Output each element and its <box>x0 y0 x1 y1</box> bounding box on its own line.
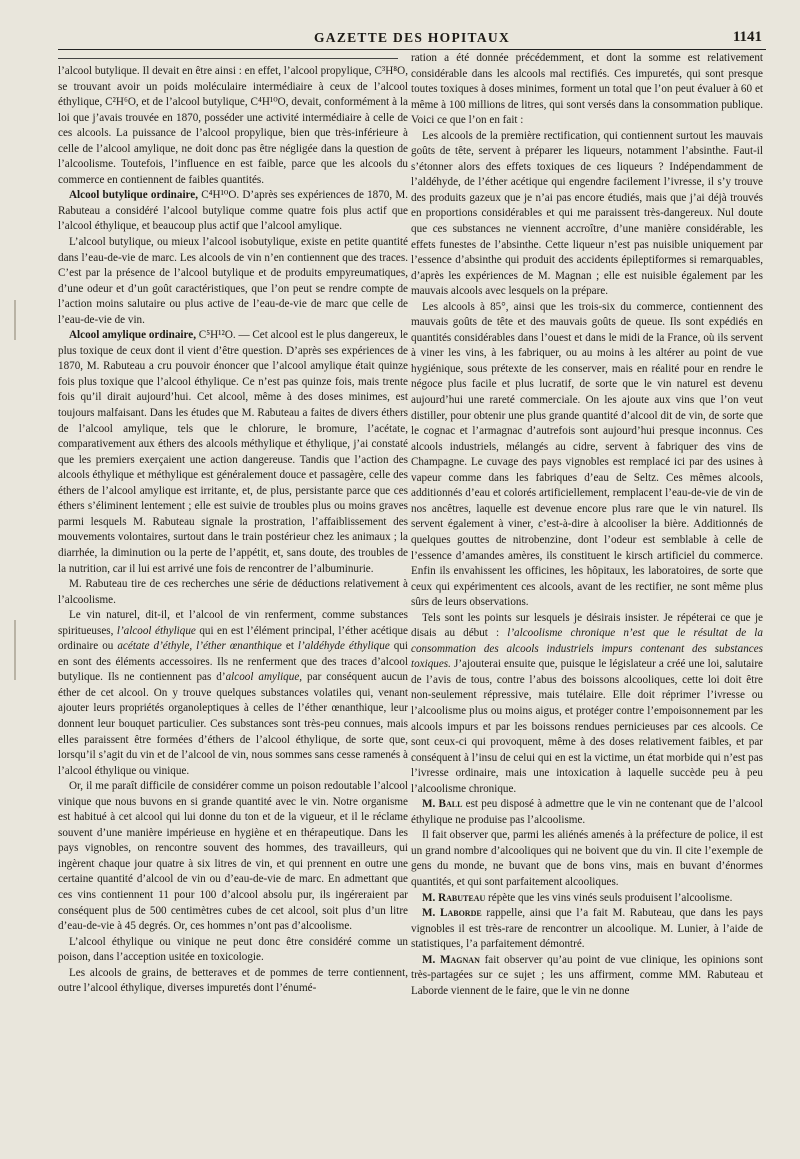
margin-mark <box>14 620 16 680</box>
paragraph: l’alcool butylique. Il devait en être ainsi : en effet, l’alcool propylique, C³H⁸O, se trouvant avoir un poids moléculaire intermédiaire à ceux de l’alcool éthylique, C²H⁶O, et de l’alcool butylique, C⁴H¹⁰O, devait, conformément à la loi que j’avais trouvée en 1870, posséder une activité intermédiaire à celle de ces alcools. La puissance de l’alcool propylique, bien que très-inférieure à celle de l’alcool amylique, ne doit donc pas être négligée dans la question de l’alcoolisme. Toutefois, l’influence en est faible, parce que les alcools du commerce en contiennent de faibles quantités. <box>58 65 408 186</box>
speaker-name: M. Laborde <box>422 907 482 920</box>
journal-title: GAZETTE DES HOPITAUX <box>313 30 511 45</box>
text-run: par conséquent aucun éther de cet alcool. On y trouve quelques substances volatiles qui, venant ajouter leurs propriétés organoleptiques à celles de l’éther œnanthique, leur donnent leur bouquet particulier. Ces substances sont très-peu connues, mais elles paraissent être formées d’éthers de l’alcool éthylique, de sorte que, lorsqu’il s’agit du vin et de l’alcool de vin, nous sommes sans cesse ramenés à l’alcool éthylique ou vinique. <box>58 671 408 777</box>
paragraph <box>58 608 408 779</box>
paragraph: Or, il me paraît difficile de considérer comme un poison redoutable l’alcool vinique que nous buvons en si grande quantité avec le vin. Notre organisme est habitué à cet alcool qui lui donne du ton et de la vigueur, et il le réclame souvent d’une manière impérieuse en hygiène et en thérapeutique. Dans les pays vignobles, on rencontre souvent des hommes, des travailleurs, qui ingèrent chaque jour quatre à six litres de vin, et qui prennent en outre une certaine quantité d’alcool de vin ou d’eau-de-vie de marc. En admettant que ces vins contiennent 11 pour 100 d’alcool absolu pur, ils ingéreraient par conséquent plus de 500 centimètres cubes de cet alcool, soit plus d’un litre d’eau-de-vie à 45 degrés. Or, ces hommes n’ont pas d’alcoolisme. <box>58 780 408 933</box>
paragraph-text: C⁵H¹²O. — Cet alcool est le plus dangereux, le plus toxique de ceux dont il vient d’être question. D’après ses expériences de 1870, M. Rabuteau a cru pouvoir énoncer que l’alcool amylique était quinze fois plus toxique que l’alcool éthylique. Ce n’est pas quinze fois, mais trente fois qu’il dirait aujourd’hui. Cet alcool, même à des doses minimes, est toujours malfaisant. Dans les études que M. Rabuteau a faites de divers éthers de l’alcool amylique, tels que le chlorure, le bromure, l’acétate, comparativement aux éthers des alcools méthylique et éthylique, j’ai constaté que les premiers exerçaient une action dangereuse. Tandis que l’action des alcools éthylique et méthylique est généralement douce et passagère, celle des éthers de l’alcool amylique est irritante, et, de plus, persistante parce que ces éthers s’éliminent lentement ; elle est suivie de troubles plus ou moins graves parmi lesquels M. Rabuteau signale la prostration, l’affaiblissement des mouvements volontaires, surtout dans le train postérieur chez les animaux ; la diarrhée, la diminution ou la perte de l’appétit, et, sans doute, des troubles de la nutrition, car il lui est arrivé une fois de rencontrer de l’albuminurie. <box>58 329 409 575</box>
speaker-name: M. Rabuteau <box>422 891 486 904</box>
paragraph: L’alcool éthylique ou vinique ne peut donc être considéré comme un poison, dans l’acception usitée en toxicologie. <box>58 935 408 964</box>
paragraph: Les alcools de la première rectification, qui contiennent surtout les mauvais goûts de tête, servent à préparer les liqueurs, notamment l’absinthe. Faut-il s’étonner alors des effets toxiques de ces liqueurs ? Indépendamment de l’aldéhyde, de l’éther acétique qui engendre facilement l’ivresse, il s’y trouve des produits gazeux que je n’ai pas encore étudiés, mais que j’ai déjà trouvés en proportions considérables et qui me paraissent très-dangereux. Nul doute que ces substances ne viennent accroître, d’une manière considérable, les effets funestes de l’absinthe. Cette liqueur n’est pas nuisible uniquement par l’essence d’absinthe qui produit des accidents épileptiformes si remarquables, d’après les expériences de M. Magnan ; elle est nuisible également par les mauvais alcools avec lesquels on la prépare. <box>411 129 763 298</box>
paragraph-text: C⁴H¹⁰O. D’après ses expériences de 1870, M. Rabuteau a considéré l’alcool butylique comme quatre fois plus actif que l’alcool éthylique, et beaucoup plus actif que l’alcool amylique. <box>58 189 409 233</box>
paragraph: Il fait observer que, parmi les aliénés amenés à la préfecture de police, il est un grand nombre d’alcooliques qui ne boivent que du vin. Il cite l’exemple de gens du monde, ne buvant que de bons vins, mais en buvant d’énormes quantités, et qui sont parfaitement alcooliques. <box>411 829 763 888</box>
paragraph <box>58 328 408 577</box>
section-heading: Alcool amylique ordinaire, <box>69 329 196 342</box>
paragraph: ration a été donnée précédemment, et dont la somme est relativement considérable dans les alcools mal rectifiés. Ces impuretés, qui sont presque toutes toxiques à doses minimes, forment un total que l’on peut évaluer à 60 et même à 100 millions de litres, qui sont versés dans la consommation publique. Voici ce que l’on en fait : <box>411 52 763 127</box>
page-header <box>58 28 766 50</box>
paragraph <box>58 188 408 235</box>
paragraph: L’alcool butylique, ou mieux l’alcool isobutylique, existe en petite quantité dans l’eau-de-vie de marc. Les alcools de vin n’en contiennent que des traces. C’est par la présence de l’alcool butylique et de produits empyreumatiques, d’une odeur et d’un goût caractéristiques, que l’on peut se rendre compte de l’action moins salutaire ou plus active de l’eau-de-vie de marc que celle de l’eau-de-vie de vin. <box>58 236 408 326</box>
paragraph-text: est peu disposé à admettre que le vin ne contenant que de l’alcool éthylique ne produise pas l’alcoolisme. <box>411 798 763 826</box>
column-top-rule <box>58 58 398 59</box>
paragraph <box>411 797 763 828</box>
text-run: et <box>281 640 298 653</box>
paragraph: M. Rabuteau tire de ces recherches une série de déductions relativement à l’alcoolisme. <box>58 578 408 606</box>
paragraph <box>411 891 763 907</box>
paragraph <box>411 906 763 953</box>
speaker-name: M. Magnan <box>422 953 480 966</box>
italic-run: l’alcool éthylique <box>116 624 196 637</box>
text-run: Tels sont les points sur lesquels je désirais insister. Je répéterai ce que je disais au début : <box>411 611 763 640</box>
left-column <box>58 64 408 997</box>
text-run: qui en sont des éléments accessoires. Ils ne renferment que des traces d’alcool butylique. Ils ne contiennent pas d’ <box>58 640 408 684</box>
section-heading: Alcool butylique ordinaire, <box>69 189 199 202</box>
text-run: qui en est l’élément principal, l’éther acétique ordinaire ou <box>58 624 408 653</box>
paragraph: Les alcools de grains, de betteraves et de pommes de terre contiennent, outre l’alcool éthylique, diverses impuretés dont l’énumé- <box>58 966 408 995</box>
paragraph <box>411 953 763 1000</box>
italic-run: l’alcoolisme chronique n’est que le résultat de la consommation des alcools industriels impurs contenant des substances toxiques. <box>411 627 763 671</box>
italic-run: alcool amylique, <box>225 671 303 684</box>
speaker-name: M. Ball <box>422 798 463 811</box>
header-rule <box>58 49 766 50</box>
italic-run: l’aldéhyde éthylique <box>297 640 390 653</box>
margin-mark <box>14 300 16 340</box>
paragraph-text: répète que les vins vinés seuls produisent l’alcoolisme. <box>485 891 733 904</box>
page-number: 1141 <box>732 29 762 45</box>
text-run: J’ajouterai ensuite que, puisque le législateur a créé une loi, salutaire de l’avis de tous, contre l’abus des boissons alcooliques, cette loi doit être non-seulement répressive, mais tutélaire. Elle doit réprimer l’ivresse ou l’alcoolisme plus ou moins aigus, et protéger contre l’empoisonnement par les alcools impurs et par les boissons rendues pernicieuses par ces alcools. Ce sont ceux-ci qui provoquent, même à des doses relativement faibles, et par conséquent à l’insu de celui qui en est la victime, un état morbide qui n’est pas l’ivresse ordinaire, mais une intoxication à laquelle succède peu à peu l’alcoolisme chronique. <box>411 658 763 795</box>
paragraph-text: fait observer qu’au point de vue clinique, les opinions sont très-partagées sur ce sujet ; les uns affirment, comme MM. Rabuteau et Laborde viennent de le faire, que le vin ne donne <box>411 953 763 997</box>
italic-run: acétate d’éthyle, l’éther œnanthique <box>117 640 282 653</box>
text-run: Le vin naturel, dit-il, et l’alcool de vin renferment, comme substances spiritueuses, <box>58 609 408 637</box>
right-column <box>411 51 763 999</box>
paragraph: Les alcools à 85°, ainsi que les trois-six du commerce, contiennent des mauvais goûts de tête et des mauvais goûts de queue. Ils sont expédiés en quantités considérables dans l’ouest et dans le midi de la France, où ils servent à viner les vins, à les fabriquer, ou au moins à les altérer au point de vue hygiénique, sous prétexte de les conserver, mais en réalité pour en rendre le négoce plus facile et plus lucratif, de sorte que le vin naturel est devenu aujourd’hui une rareté commerciale. On les ajoute aux vins que l’on veut distiller, pour obtenir une plus grande quantité d’alcool dit de vin, de sorte que le cognac et l’armagnac d’autrefois sont aujourd’hui presque inconnus. Ces alcools industriels, mélangés au cidre, servent à fabriquer des vins de Champagne. Le cuvage des pays vignobles est remplacé ici par des usines à vapeur comme dans les fabriques d’eau de Seltz. Ces mêmes alcools, additionnés d’eau et colorés artificiellement, remplacent l’eau-de-vie de vin de nos ancêtres, laquelle est devenue encore plus rare que le vin naturel. Ils servent également à viner, c’est-à-dire à alcooliser la bière. Additionnés de quelques gouttes de nitrobenzine, dont l’odeur est semblable à celle de l’essence d’amandes amères, ils constituent le kirsch artificiel du commerce. Enfin ils envahissent les officines, les hôpitaux, les laboratoires, de sorte que ceux qui expérimentent ces alcools, avant de les rectifier, ne sont même plus sûrs de leurs observations. <box>411 300 763 609</box>
paragraph <box>411 611 763 798</box>
paragraph-text: rappelle, ainsi que l’a fait M. Rabuteau, que dans les pays vignobles il est très-rare de rencontrer un alcoolique. M. Lunier, à l’aide de statistiques, l’a parfaitement démontré. <box>411 907 763 951</box>
